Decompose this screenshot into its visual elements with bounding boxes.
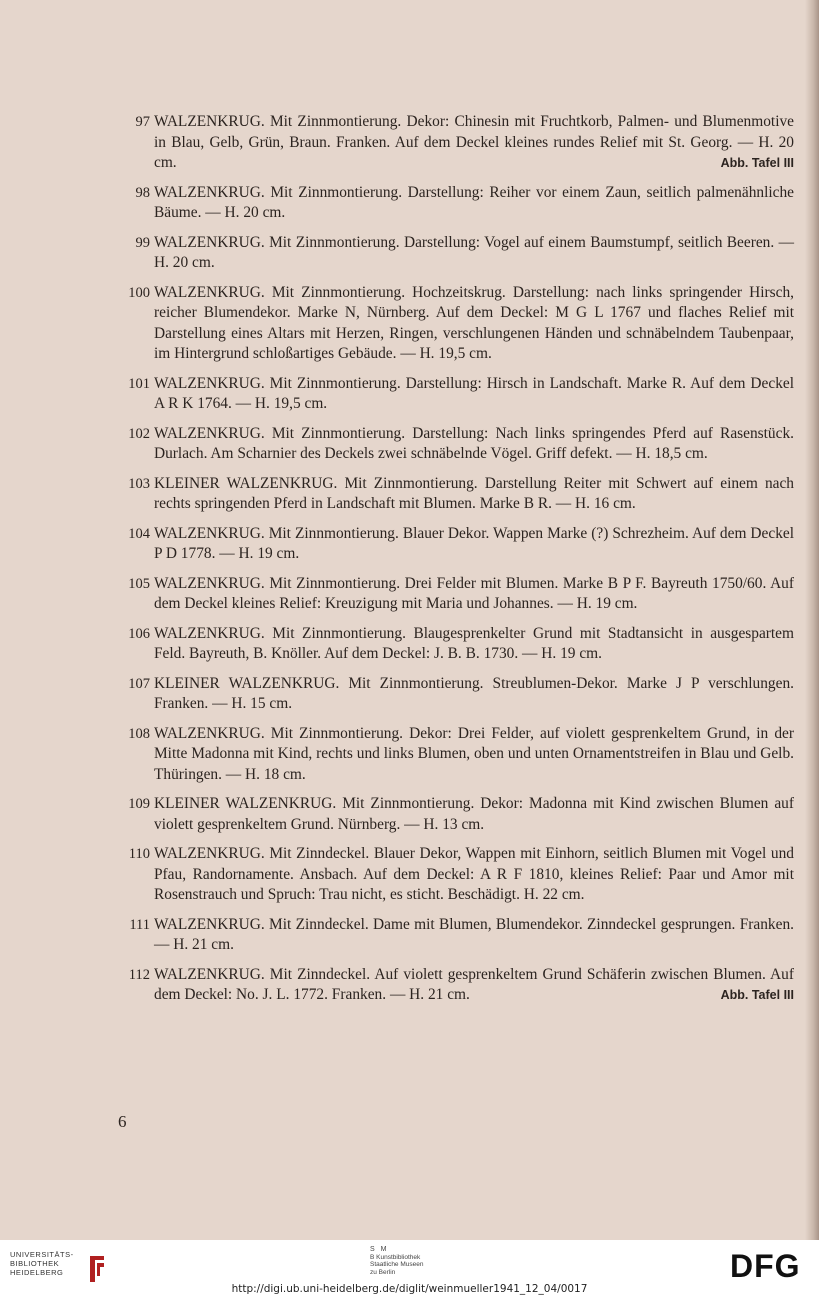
entry-text: WALZENKRUG. Mit Zinndeckel. Blauer Dekor, Wappen mit Einhorn, seitlich Blumen mit Vogel und Pfau, Randornamente. Ansbach. Auf dem Deckel: A R F 1810, kleines Relief: Paar und Amor mit Rosenstrauch und Spruch: Trau nicht, es sticht. Beschädigt. H. 22 cm. [154, 845, 794, 903]
catalog-entry [118, 233, 794, 274]
university-line-2: BIBLIOTHEK [10, 1259, 60, 1268]
catalog-entry [118, 844, 794, 906]
catalog-entry [118, 674, 794, 715]
catalog-entries [118, 112, 794, 1015]
university-library-logo[interactable] [10, 1250, 120, 1286]
university-line-3: HEIDELBERG [10, 1268, 64, 1277]
center-line-1: B Kunstbibliothek [370, 1253, 421, 1261]
entry-number: 97 [135, 114, 150, 130]
entry-text: KLEINER WALZENKRUG. Mit Zinnmontierung. Darstellung Reiter mit Schwert auf einem nach rechts springenden Pferd in Landschaft mit Blumen. Marke B R. — H. 16 cm. [154, 474, 794, 512]
source-url-link[interactable]: http://digi.ub.uni-heidelberg.de/diglit/weinmueller1941_12_04/0017 [231, 1283, 588, 1295]
entry-number: 100 [128, 284, 150, 301]
entry-text: WALZENKRUG. Mit Zinnmontierung. Drei Felder mit Blumen. Marke B P F. Bayreuth 1750/60. Auf dem Deckel kleines Relief: Kreuzigung mit Maria und Johannes. — H. 19 cm. [154, 574, 794, 612]
kunstbibliothek-logo[interactable] [370, 1246, 480, 1276]
entry-number: 111 [129, 916, 150, 933]
entry-text: WALZENKRUG. Mit Zinnmontierung. Darstellung: Hirsch in Landschaft. Marke R. Auf dem Deckel A R K 1764. — H. 19,5 cm. [154, 374, 794, 412]
heidelberg-emblem-icon [86, 1254, 108, 1284]
entry-number: 102 [128, 425, 150, 442]
center-line-2: Staatliche Museen [370, 1261, 424, 1268]
catalog-entry [118, 724, 794, 786]
sm-mark: S M [370, 1246, 389, 1253]
university-line-1: UNIVERSITÄTS- [10, 1250, 74, 1259]
entry-number: 107 [128, 675, 150, 692]
catalog-entry [118, 524, 794, 565]
dfg-logo[interactable]: DFG [730, 1248, 801, 1284]
catalog-entry [118, 624, 794, 665]
catalog-entry [118, 112, 794, 174]
entry-number: 108 [128, 725, 150, 742]
entry-text: WALZENKRUG. Mit Zinnmontierung. Dekor: Drei Felder, auf violett gesprenkeltem Grund, in der Mitte Madonna mit Kind, rechts und links Blumen, oben und unten Ornamentstreifen in Blau und Gelb. Thüringen. — H. 18 cm. [154, 724, 794, 783]
entry-number: 112 [128, 966, 150, 983]
entry-number: 101 [128, 375, 150, 392]
entry-number: 103 [128, 475, 150, 492]
entry-text: KLEINER WALZENKRUG. Mit Zinnmontierung. Streublumen-Dekor. Marke J P verschlungen. Franken. — H. 15 cm. [154, 674, 794, 712]
entry-text: WALZENKRUG. Mit Zinndeckel. Auf violett gesprenkeltem Grund Schäferin zwischen Blumen. Auf dem Deckel: No. J. L. 1772. Franken. — H. 21 cm. [154, 965, 794, 1003]
catalog-entry [118, 374, 794, 415]
entry-text: WALZENKRUG. Mit Zinnmontierung. Dekor: Chinesin mit Fruchtkorb, Palmen- und Blumenmotive in Blau, Gelb, Grün, Braun. Franken. Auf dem Deckel kleines rundes Relief mit St. Georg. — H. 20 cm. [154, 113, 794, 171]
catalog-entry [118, 965, 794, 1006]
catalog-entry [118, 574, 794, 615]
catalog-entry [118, 183, 794, 224]
entry-text: WALZENKRUG. Mit Zinnmontierung. Hochzeitskrug. Darstellung: nach links springender Hirsch, reicher Blumendekor. Marke N, Nürnberg. Auf dem Deckel: M G L 1767 und flaches Relief mit Darstellung eines Altars mit Herzen, Ringen, verschlungenen Händen und schnäbelndem Taubenpaar, im Hintergrund schloßartiges Gebäude. — H. 19,5 cm. [154, 283, 794, 362]
entry-text: WALZENKRUG. Mit Zinnmontierung. Darstellung: Vogel auf einem Baumstumpf, seitlich Beeren. — H. 20 cm. [154, 233, 794, 271]
catalog-entry [118, 794, 794, 835]
entry-number: 109 [128, 796, 150, 812]
entry-number: 104 [128, 525, 150, 542]
entry-text: WALZENKRUG. Mit Zinnmontierung. Blaugesprenkelter Grund mit Stadtansicht in ausgespartem Feld. Bayreuth, B. Knöller. Auf dem Deckel: J. B. B. 1730. — H. 19 cm. [154, 624, 794, 662]
catalog-entry [118, 283, 794, 365]
page-number: 6 [118, 1112, 127, 1131]
plate-reference: Abb. Tafel III [720, 156, 794, 170]
university-logo-text [10, 1250, 74, 1277]
entry-number: 106 [128, 625, 150, 642]
entry-number: 98 [135, 184, 150, 201]
page-edge-shadow [805, 0, 819, 1240]
entry-number: 105 [128, 575, 150, 592]
entry-text: WALZENKRUG. Mit Zinndeckel. Dame mit Blumen, Blumendekor. Zinndeckel gesprungen. Franken. — H. 21 cm. [154, 915, 794, 953]
entry-text: WALZENKRUG. Mit Zinnmontierung. Blauer Dekor. Wappen Marke (?) Schrezheim. Auf dem Deckel P D 1778. — H. 19 cm. [154, 524, 794, 562]
plate-reference: Abb. Tafel III [720, 988, 794, 1002]
catalog-entry [118, 474, 794, 515]
center-line-3: zu Berlin [370, 1268, 396, 1276]
catalog-entry [118, 915, 794, 956]
entry-text: WALZENKRUG. Mit Zinnmontierung. Darstellung: Reiher vor einem Zaun, seitlich palmenähnliche Bäume. — H. 20 cm. [154, 183, 794, 221]
catalog-entry [118, 424, 794, 465]
entry-number: 110 [128, 846, 150, 862]
entry-text: WALZENKRUG. Mit Zinnmontierung. Darstellung: Nach links springendes Pferd auf Rasenstück. Durlach. Am Scharnier des Deckels zwei schnäbelnde Vögel. Griff defekt. — H. 18,5 cm. [154, 424, 794, 462]
entry-number: 99 [135, 234, 150, 251]
entry-text: KLEINER WALZENKRUG. Mit Zinnmontierung. Dekor: Madonna mit Kind zwischen Blumen auf violett gesprenkeltem Grund. Nürnberg. — H. 13 cm. [154, 795, 794, 833]
